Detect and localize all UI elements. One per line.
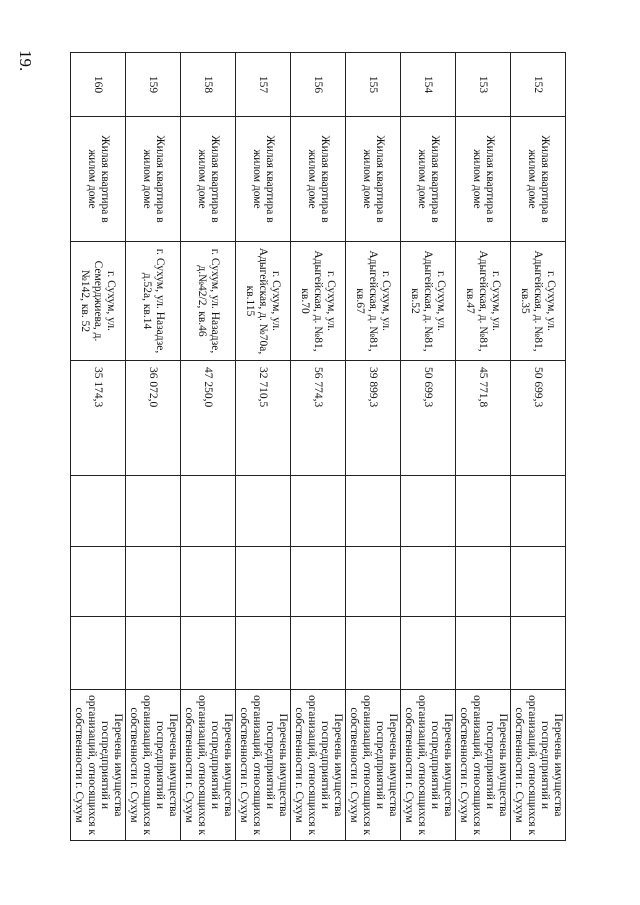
- value-cell: 50 699,3: [401, 361, 456, 476]
- object-name-cell: Жилая квартира в жилом доме: [511, 117, 566, 242]
- basis-cell: Перечень имущества госпредприятий и организаций, относящихся к собственности г. Сухум: [511, 690, 566, 841]
- table-row: [511, 53, 566, 841]
- row-number-cell: 157: [236, 53, 291, 117]
- empty-cell-6: [126, 547, 181, 617]
- page-number: 19.: [16, 50, 35, 72]
- row-number-cell: 160: [71, 53, 126, 117]
- basis-cell: Перечень имущества госпредприятий и организаций, относящихся к собственности г. Сухум: [236, 690, 291, 841]
- property-table-wrapper: [73, 52, 566, 840]
- address-cell: г. Сухум, ул. Адыгейская, д. №70а, кв.115: [236, 242, 291, 361]
- table-row: [71, 53, 126, 841]
- empty-cell-5: [511, 476, 566, 547]
- value-cell: 32 710,5: [236, 361, 291, 476]
- empty-cell-6: [401, 547, 456, 617]
- row-number-cell: 152: [511, 53, 566, 117]
- empty-cell-6: [71, 547, 126, 617]
- empty-cell-5: [401, 476, 456, 547]
- address-cell: г. Сухум, ул. Адыгейская, д. №81, кв.67: [346, 242, 401, 361]
- row-number-cell: 156: [291, 53, 346, 117]
- address-cell: г. Сухум, ул. Адыгейская, д. №81, кв.70: [291, 242, 346, 361]
- empty-cell-6: [236, 547, 291, 617]
- empty-cell-6: [181, 547, 236, 617]
- empty-cell-5: [181, 476, 236, 547]
- address-cell: г. Сухум, ул. Адыгейская, д. №81, кв.52: [401, 242, 456, 361]
- basis-cell: Перечень имущества госпредприятий и организаций, относящихся к собственности г. Сухум: [126, 690, 181, 841]
- table-row: [291, 53, 346, 841]
- empty-cell-7: [346, 617, 401, 690]
- object-name-cell: Жилая квартира в жилом доме: [126, 117, 181, 242]
- value-cell: 50 699,3: [511, 361, 566, 476]
- table-row: [126, 53, 181, 841]
- value-cell: 45 771,8: [456, 361, 511, 476]
- empty-cell-5: [236, 476, 291, 547]
- table-row: [456, 53, 511, 841]
- table-row: [181, 53, 236, 841]
- empty-cell-5: [346, 476, 401, 547]
- basis-cell: Перечень имущества госпредприятий и организаций, относящихся к собственности г. Сухум: [291, 690, 346, 841]
- address-cell: г. Сухум, ул. Адыгейская, д. №81, кв.47: [456, 242, 511, 361]
- value-cell: 36 072,0: [126, 361, 181, 476]
- row-number-cell: 158: [181, 53, 236, 117]
- empty-cell-5: [126, 476, 181, 547]
- empty-cell-7: [181, 617, 236, 690]
- object-name-cell: Жилая квартира в жилом доме: [236, 117, 291, 242]
- table-row: [236, 53, 291, 841]
- empty-cell-7: [511, 617, 566, 690]
- basis-cell: Перечень имущества госпредприятий и организаций, относящихся к собственности г. Сухум: [401, 690, 456, 841]
- empty-cell-6: [456, 547, 511, 617]
- basis-cell: Перечень имущества госпредприятий и организаций, относящихся к собственности г. Сухум: [346, 690, 401, 841]
- empty-cell-6: [346, 547, 401, 617]
- rotated-table-container: [73, 52, 566, 840]
- value-cell: 35 174,3: [71, 361, 126, 476]
- basis-cell: Перечень имущества госпредприятий и организаций, относящихся к собственности г. Сухум: [71, 690, 126, 841]
- empty-cell-5: [456, 476, 511, 547]
- object-name-cell: Жилая квартира в жилом доме: [401, 117, 456, 242]
- table-body: [71, 53, 566, 841]
- object-name-cell: Жилая квартира в жилом доме: [71, 117, 126, 242]
- empty-cell-5: [71, 476, 126, 547]
- empty-cell-7: [236, 617, 291, 690]
- empty-cell-6: [291, 547, 346, 617]
- empty-cell-7: [291, 617, 346, 690]
- object-name-cell: Жилая квартира в жилом доме: [181, 117, 236, 242]
- object-name-cell: Жилая квартира в жилом доме: [456, 117, 511, 242]
- empty-cell-7: [126, 617, 181, 690]
- empty-cell-7: [456, 617, 511, 690]
- property-table: [70, 52, 566, 841]
- row-number-cell: 159: [126, 53, 181, 117]
- basis-cell: Перечень имущества госпредприятий и организаций, относящихся к собственности г. Сухум: [181, 690, 236, 841]
- address-cell: г. Сухум, ул. Назадзе, д.№42/2, кв.46: [181, 242, 236, 361]
- address-cell: г. Сухум, ул. Адыгейская, д. №81, кв.35: [511, 242, 566, 361]
- address-cell: г. Сухум, ул. Назадзе, д.52а, кв.14: [126, 242, 181, 361]
- empty-cell-5: [291, 476, 346, 547]
- object-name-cell: Жилая квартира в жилом доме: [291, 117, 346, 242]
- object-name-cell: Жилая квартира в жилом доме: [346, 117, 401, 242]
- value-cell: 47 250,0: [181, 361, 236, 476]
- address-cell: г. Сухум, ул. Семерджиева, д. №142, кв. 52: [71, 242, 126, 361]
- row-number-cell: 155: [346, 53, 401, 117]
- table-row: [346, 53, 401, 841]
- empty-cell-7: [401, 617, 456, 690]
- table-row: [401, 53, 456, 841]
- value-cell: 39 899,3: [346, 361, 401, 476]
- value-cell: 56 774,3: [291, 361, 346, 476]
- empty-cell-7: [71, 617, 126, 690]
- basis-cell: Перечень имущества госпредприятий и организаций, относящихся к собственности г. Сухум: [456, 690, 511, 841]
- empty-cell-6: [511, 547, 566, 617]
- row-number-cell: 153: [456, 53, 511, 117]
- row-number-cell: 154: [401, 53, 456, 117]
